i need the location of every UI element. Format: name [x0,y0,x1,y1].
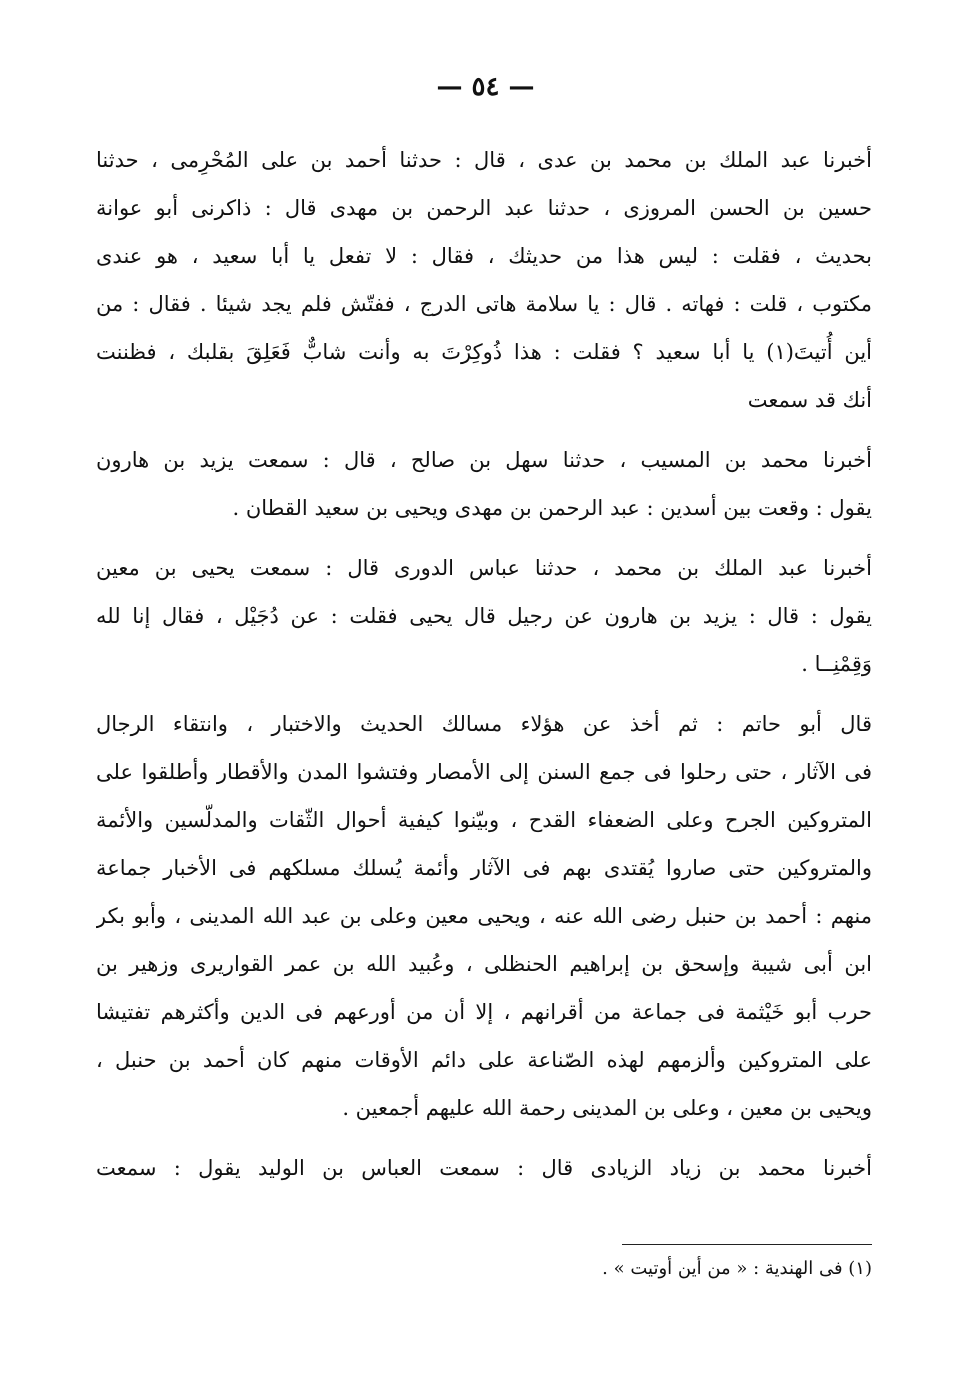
text-line: أخبرنا محمد بن المسيب ، حدثنا سهل بن صالح ، قال : سمعت يزيد بن هارون [96,448,872,472]
text-line: أين أُتيتَ(١) يا أبا سعيد ؟ فقلت : هذا ذُوكِرْتَ به وأنت شابٌّ فَعَلِقَ بقلبك ، فظننت [96,340,872,364]
text-line: أخبرنا محمد بن زياد الزيادى قال : سمعت العباس بن الوليد يقول : سمعت [96,1156,872,1180]
paragraph-5 [96,1144,872,1192]
text-line: أخبرنا عبد الملك بن محمد بن عدى ، قال : حدثنا أحمد بن على المُحْرِمى ، حدثنا [96,148,872,172]
text-line: يقول : وقعت بين أسدين : عبد الرحمن بن مهدى ويحيى بن سعيد القطان . [232,496,872,520]
text-line: المتروكين الجرح وعلى الضعفاء القدح ، وبيّنوا كيفية أحوال الثّقات والمدلّسين والأئمة [96,808,872,832]
paragraph-1 [96,136,872,424]
text-line: ويحيى بن معين ، وعلى بن المدينى رحمة الله عليهم أجمعين . [342,1096,872,1120]
text-line: قال أبو حاتم : ثم أخذ عن هؤلاء مسالك الحديث والاختبار ، وانتقاء الرجال [96,712,872,736]
text-line: وَقِمْنِــا . [801,652,872,676]
text-line: ابن أبى شيبة وإسحق بن إبراهيم الحنظلى ، وعُبيد الله بن عمر القواريرى وزهير بن [96,952,872,976]
text-line: مكتوب ، قلت : فهاته . قال : يا سلامة هاتى الدرج ، ففتّش فلم يجد شيئا . فقال : من [96,292,872,316]
footnote-divider [622,1244,872,1245]
paragraph-2 [96,436,872,532]
text-line: أخبرنا عبد الملك بن محمد ، حدثنا عباس الدورى قال : سمعت يحيى بن معين [96,556,872,580]
text-line: حرب أبو خَيْثمة فى جماعة من أقرانهم ، إلا أن من أورعهم فى الدين وأكثرهم تفتيشا [96,1000,872,1024]
paragraph-4 [96,700,872,1132]
footnote: (١) فى الهندية : « من أين أوتيت » . [602,1258,872,1279]
text-line: على المتروكين وألزمهم لهذه الصّناعة على دائم الأوقات منهم كان أحمد بن حنبل ، [96,1048,872,1072]
main-text [96,136,872,1204]
text-line: حسين بن الحسن المروزى ، حدثنا عبد الرحمن بن مهدى قال : ذاكرنى أبو عوانة [96,196,872,220]
text-line: منهم : أحمد بن حنبل رضى الله عنه ، ويحيى معين وعلى بن عبد الله المدينى ، وأبو بكر [96,904,872,928]
text-line: بحديث ، فقلت : ليس هذا من حديثك ، فقال : لا تفعل يا أبا سعيد ، هو عندى [96,244,872,268]
paragraph-3 [96,544,872,688]
text-line: والمتروكين حتى صاروا يُقتدى بهم فى الآثار وأئمة يُسلك مسلكهم فى الأخبار جماعة [96,856,872,880]
text-line: فى الآثار ، حتى رحلوا فى جمع السنن إلى الأمصار وفتشوا المدن والأقطار وأطلقوا على [96,760,872,784]
text-line: يقول : قال : يزيد بن هارون عن رجيل قال يحيى فقلت : عن دُجَيْل ، فقال إنا لله [96,604,872,628]
page-number: — ٥٤ — [436,72,535,102]
text-line: أنك قد سمعت [747,388,872,412]
